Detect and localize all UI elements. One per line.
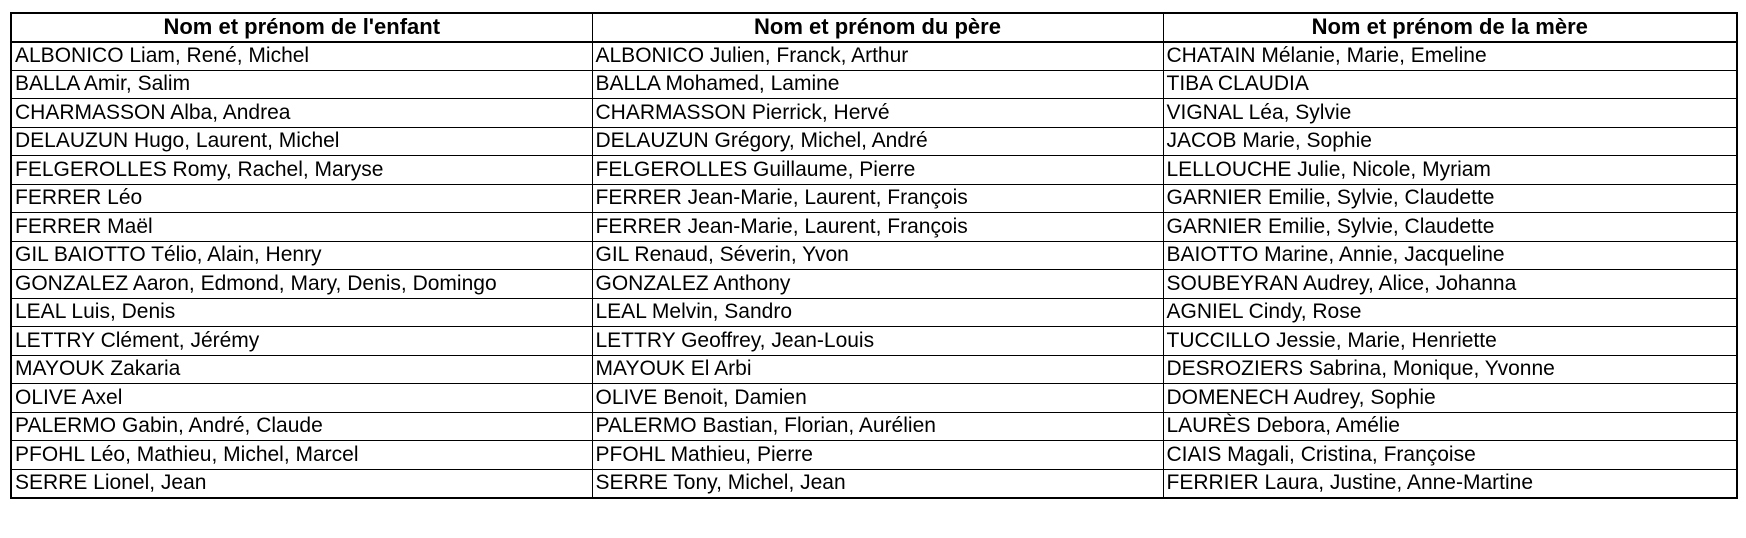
child-name-cell: DELAUZUN Hugo, Laurent, Michel xyxy=(11,127,592,156)
child-name-cell: LEAL Luis, Denis xyxy=(11,298,592,327)
child-name-cell: PFOHL Léo, Mathieu, Michel, Marcel xyxy=(11,441,592,470)
table-row xyxy=(11,213,1737,242)
father-name-cell: PFOHL Mathieu, Pierre xyxy=(592,441,1163,470)
child-name-cell: BALLA Amir, Salim xyxy=(11,70,592,99)
table-row xyxy=(11,156,1737,185)
mother-name-cell: SOUBEYRAN Audrey, Alice, Johanna xyxy=(1163,270,1737,299)
father-name-cell: SERRE Tony, Michel, Jean xyxy=(592,469,1163,498)
father-name-cell: GONZALEZ Anthony xyxy=(592,270,1163,299)
table-row xyxy=(11,70,1737,99)
table-row xyxy=(11,384,1737,413)
register-body xyxy=(11,42,1737,498)
table-row xyxy=(11,412,1737,441)
father-name-cell: FERRER Jean-Marie, Laurent, François xyxy=(592,213,1163,242)
father-name-cell: LETTRY Geoffrey, Jean-Louis xyxy=(592,327,1163,356)
table-row xyxy=(11,469,1737,498)
child-name-cell: FERRER Léo xyxy=(11,184,592,213)
mother-name-cell: AGNIEL Cindy, Rose xyxy=(1163,298,1737,327)
father-name-cell: DELAUZUN Grégory, Michel, André xyxy=(592,127,1163,156)
father-name-cell: FELGEROLLES Guillaume, Pierre xyxy=(592,156,1163,185)
child-name-cell: SERRE Lionel, Jean xyxy=(11,469,592,498)
father-name-cell: ALBONICO Julien, Franck, Arthur xyxy=(592,42,1163,71)
mother-name-cell: TUCCILLO Jessie, Marie, Henriette xyxy=(1163,327,1737,356)
father-name-cell: LEAL Melvin, Sandro xyxy=(592,298,1163,327)
mother-name-cell: BAIOTTO Marine, Annie, Jacqueline xyxy=(1163,241,1737,270)
child-name-cell: MAYOUK Zakaria xyxy=(11,355,592,384)
mother-name-cell: TIBA CLAUDIA xyxy=(1163,70,1737,99)
table-row xyxy=(11,127,1737,156)
father-name-cell: GIL Renaud, Séverin, Yvon xyxy=(592,241,1163,270)
table-row xyxy=(11,42,1737,71)
table-row xyxy=(11,270,1737,299)
mother-name-cell: GARNIER Emilie, Sylvie, Claudette xyxy=(1163,184,1737,213)
table-row xyxy=(11,327,1737,356)
child-name-cell: FELGEROLLES Romy, Rachel, Maryse xyxy=(11,156,592,185)
father-name-cell: PALERMO Bastian, Florian, Aurélien xyxy=(592,412,1163,441)
header-father-name: Nom et prénom du père xyxy=(592,13,1163,42)
birth-register-table xyxy=(10,12,1738,499)
header-mother-name: Nom et prénom de la mère xyxy=(1163,13,1737,42)
child-name-cell: FERRER Maël xyxy=(11,213,592,242)
father-name-cell: CHARMASSON Pierrick, Hervé xyxy=(592,99,1163,128)
child-name-cell: PALERMO Gabin, André, Claude xyxy=(11,412,592,441)
father-name-cell: FERRER Jean-Marie, Laurent, François xyxy=(592,184,1163,213)
child-name-cell: ALBONICO Liam, René, Michel xyxy=(11,42,592,71)
mother-name-cell: DESROZIERS Sabrina, Monique, Yvonne xyxy=(1163,355,1737,384)
header-child-name: Nom et prénom de l'enfant xyxy=(11,13,592,42)
table-row xyxy=(11,241,1737,270)
child-name-cell: CHARMASSON Alba, Andrea xyxy=(11,99,592,128)
mother-name-cell: LAURÈS Debora, Amélie xyxy=(1163,412,1737,441)
child-name-cell: GIL BAIOTTO Télio, Alain, Henry xyxy=(11,241,592,270)
table-row xyxy=(11,184,1737,213)
child-name-cell: OLIVE Axel xyxy=(11,384,592,413)
table-row xyxy=(11,441,1737,470)
mother-name-cell: GARNIER Emilie, Sylvie, Claudette xyxy=(1163,213,1737,242)
mother-name-cell: CHATAIN Mélanie, Marie, Emeline xyxy=(1163,42,1737,71)
child-name-cell: GONZALEZ Aaron, Edmond, Mary, Denis, Domingo xyxy=(11,270,592,299)
table-row xyxy=(11,298,1737,327)
father-name-cell: MAYOUK El Arbi xyxy=(592,355,1163,384)
table-row xyxy=(11,355,1737,384)
mother-name-cell: VIGNAL Léa, Sylvie xyxy=(1163,99,1737,128)
child-name-cell: LETTRY Clément, Jérémy xyxy=(11,327,592,356)
mother-name-cell: FERRIER Laura, Justine, Anne-Martine xyxy=(1163,469,1737,498)
header-row xyxy=(11,13,1737,42)
mother-name-cell: CIAIS Magali, Cristina, Françoise xyxy=(1163,441,1737,470)
mother-name-cell: JACOB Marie, Sophie xyxy=(1163,127,1737,156)
father-name-cell: OLIVE Benoit, Damien xyxy=(592,384,1163,413)
mother-name-cell: LELLOUCHE Julie, Nicole, Myriam xyxy=(1163,156,1737,185)
birth-register-sheet xyxy=(10,12,1736,499)
table-row xyxy=(11,99,1737,128)
father-name-cell: BALLA Mohamed, Lamine xyxy=(592,70,1163,99)
mother-name-cell: DOMENECH Audrey, Sophie xyxy=(1163,384,1737,413)
